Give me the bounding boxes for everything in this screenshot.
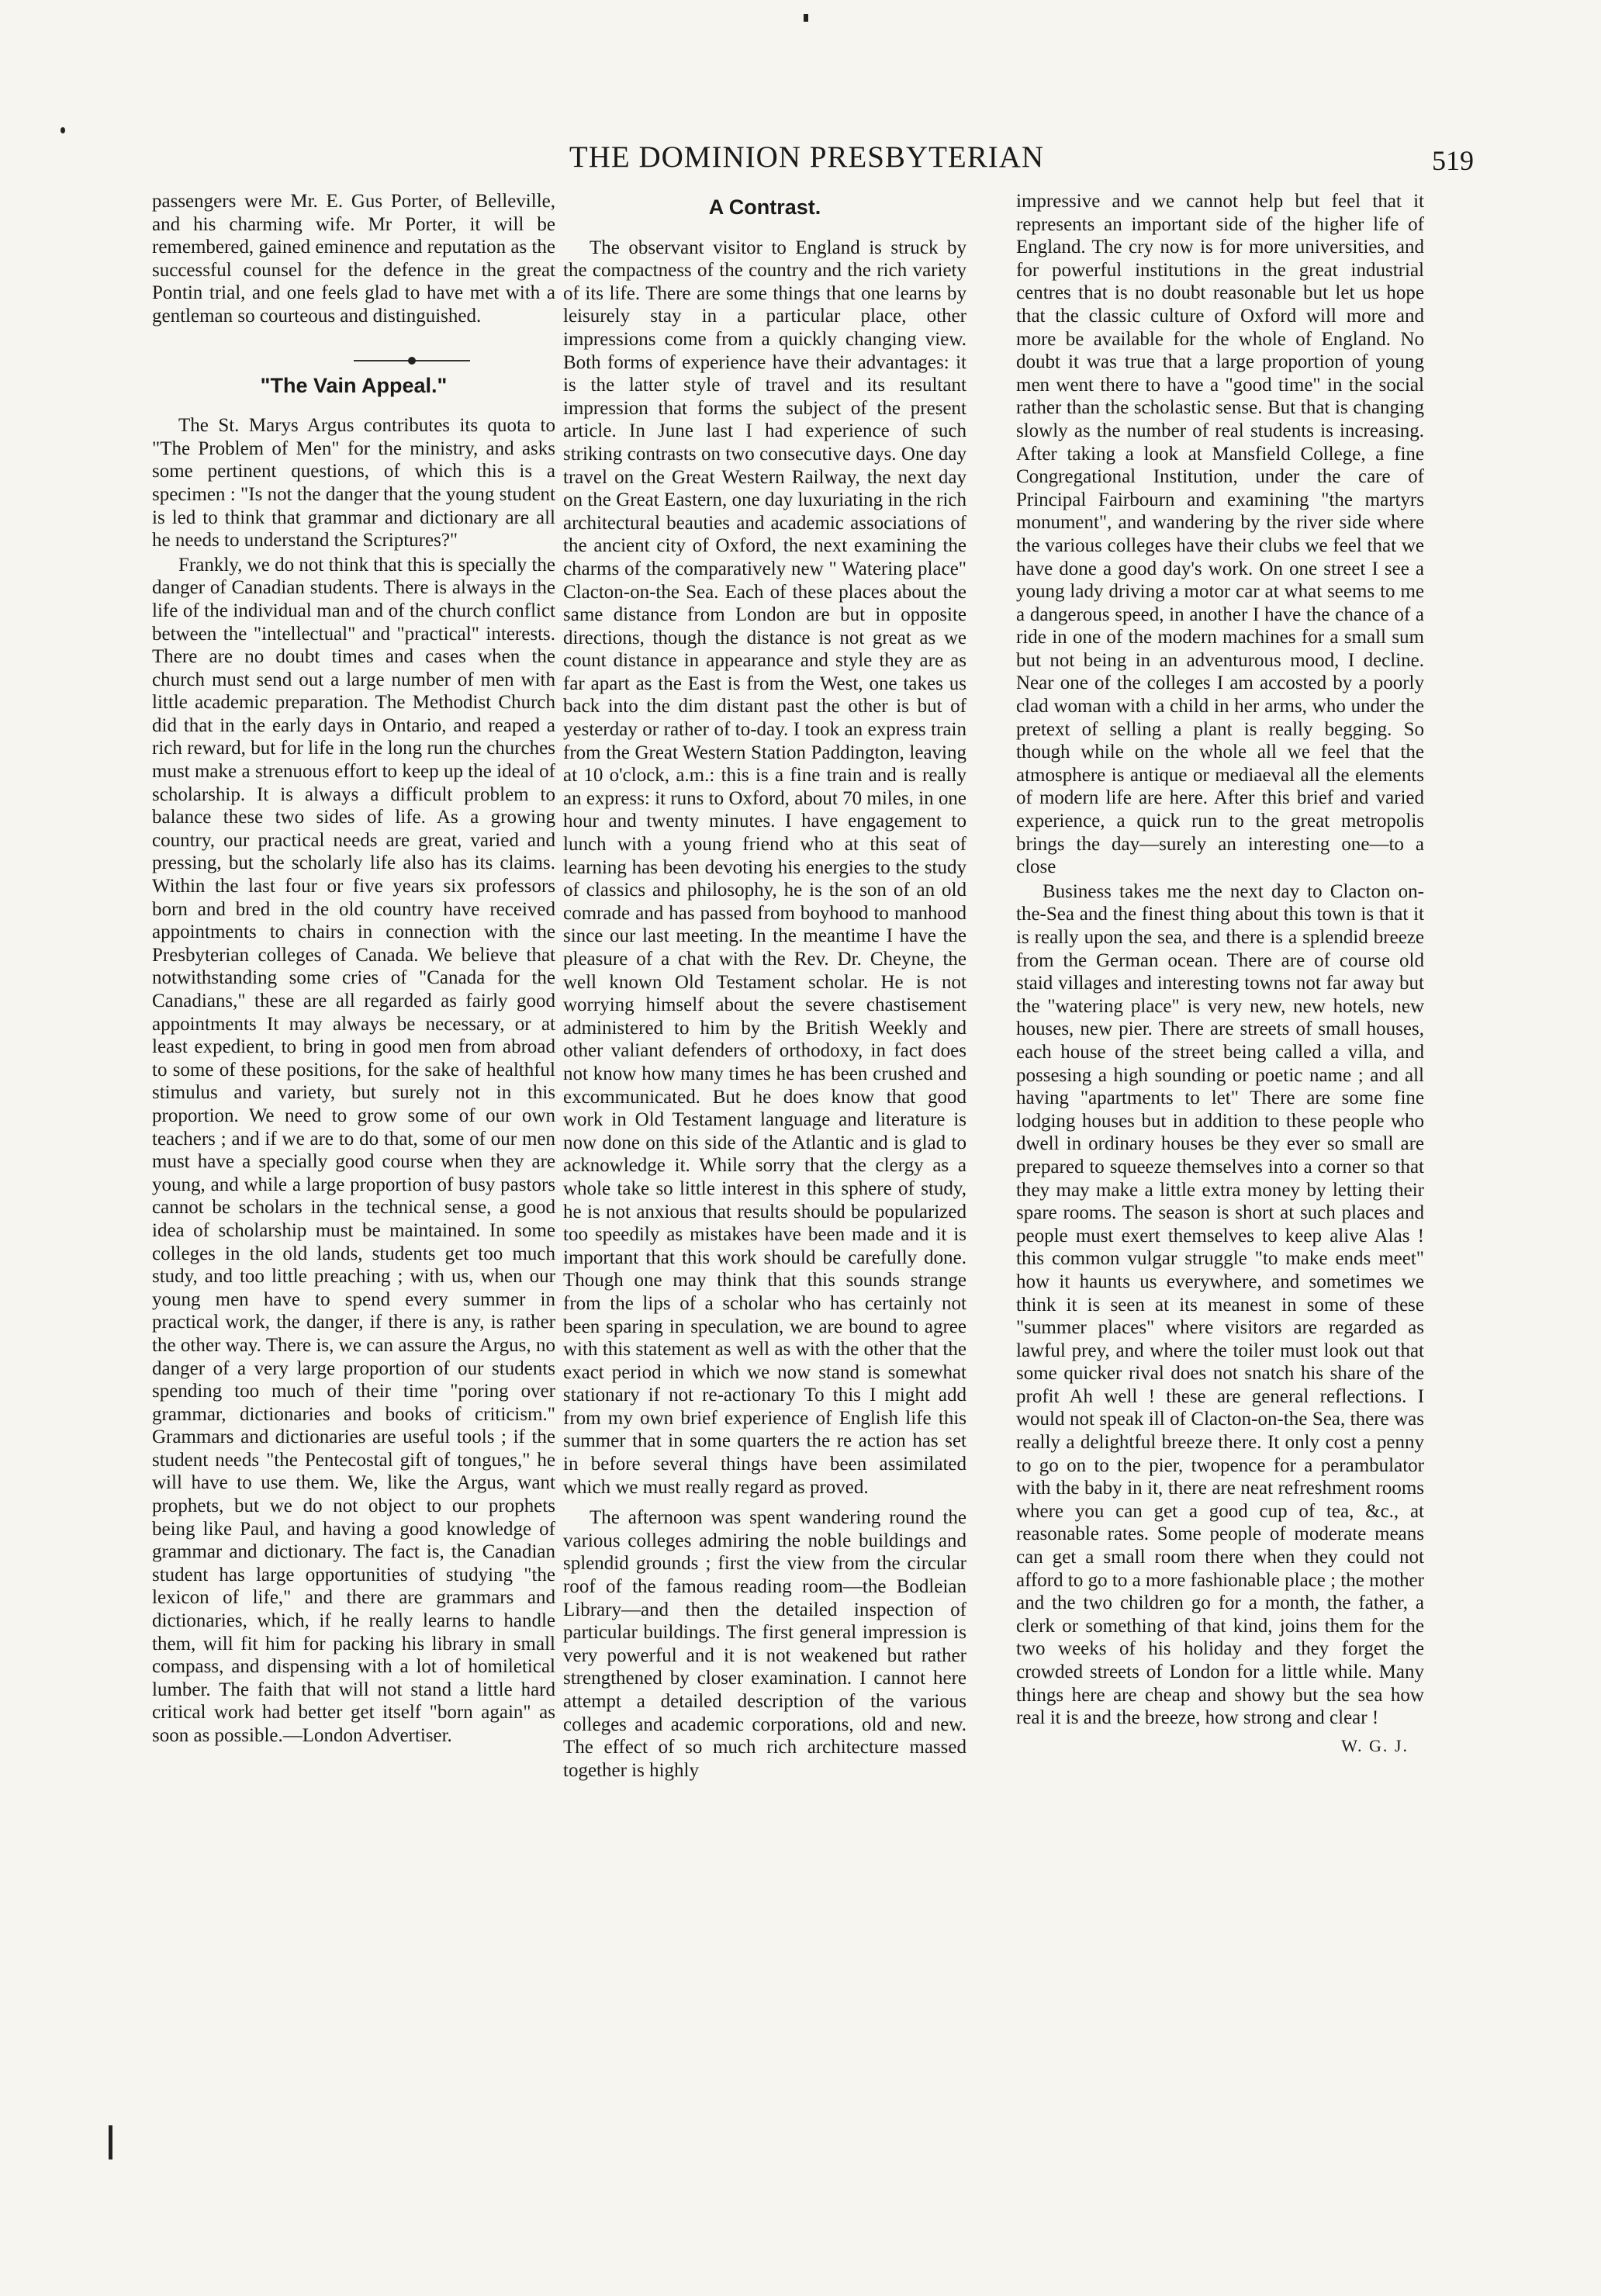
- article-paragraph: Frankly, we do not think that this is specially the danger of Canadian students. There is always in the life of the individual man and of the church conflict between the "intellectual" and "practical" interests. There are no doubt times and cases when the church must send out a large number of men with little academic preparation. The Methodist Church did that in the early days in Ontario, and reaped a rich reward, but for life in the long run the churches must make a strenuous effort to keep up the ideal of scholarship. It is always a difficult problem to balance these two sides of life. As a growing country, our practical needs are great, varied and pressing, but the scholarly life also has its claims. Within the last four or five years six professors born and bred in the old country have received appointments to chairs in connection with the Presbyterian colleges of Canada. We believe that notwithstanding some cries of "Canada for the Canadians," these are all regarded as fairly good appointments It may always be necessary, or at least expedient, to bring in good men from abroad to some of these positions, for the sake of healthful stimulus and variety, but surely not in this proportion. We need to grow some of our own teachers ; and if we are to do that, some of our men must have a specially good course when they are young, and while a large proportion of busy pastors cannot be scholars in the technical sense, a good idea of scholarship must be maintained. In some colleges in the old lands, students get too much study, and too little preaching ; with us, when our young men have to spend every summer in practical work, the danger, if there is any, is rather the other way. There is, we can assure the Argus, no danger of a very large proportion of our students spending too much of their time "poring over grammar, dictionaries and books of criticism." Grammars and dictionaries are useful tools ; if the student needs "the Pentecostal gift of tongues," he will have to use them. We, like the Argus, want prophets, but we do not object to our prophets being like Paul, and having a good knowledge of grammar and dictionary. The fact is, the Canadian student has large opportunities of studying "the lexicon of life," and there are grammars and dictionaries, which, if he really learns to handle them, will fit him for packing his library in small compass, and dispensing with a lot of homiletical lumber. The faith that will not stand a little hard critical work had better get itself "born again" as soon as possible.—London Advertiser.: [152, 554, 555, 1746]
- left-binding-mark: [109, 2125, 112, 2159]
- article-paragraph: The observant visitor to England is struck by the compactness of the country and the rich variety of its life. There are some things that one learns by leisurely stay in a particular place, other impressions come from a quickly changing view. Both forms of experience have their advantages: it is the latter style of travel and its resultant impression that forms the subject of the present article. In June last I had experience of such striking contrasts on two consecutive days. One day travel on the Great Western Railway, the next day on the Great Eastern, one day luxuriating in the rich architectural beauties and academic associations of the ancient city of Oxford, the next examining the charms of the comparatively new " Watering place" Clacton-on-the Sea. Each of these places about the same distance from London are but in opposite directions, though the distance is not great as we count distance in appearance and style they are as far apart as the East is from the West, one takes us back into the dim distant past the other is but of yesterday or rather of to-day. I took an express train from the Great Western Station Paddington, leaving at 10 o'clock, a.m.: this is a fine train and is really an express: it runs to Oxford, about 70 miles, in one hour and twenty minutes. I have engagement to lunch with a young friend who at this seat of learning has been devoting his energies to the study of classics and philosophy, he is the son of an old comrade and has passed from boyhood to manhood since our last meeting. In the meantime I have the pleasure of a chat with the Rev. Dr. Cheyne, the well known Old Testament scholar. He is not worrying himself about the severe chastisement administered to him by the British Weekly and other valiant defenders of orthodoxy, in fact does not know how many times he has been crushed and excommunicated. But he does know that good work in Old Testament language and literature is now done on this side of the Atlantic and is glad to acknowledge it. While sorry that the clergy as a whole take so little interest in this sphere of study, he is not anxious that results should be popularized too speedily as mistakes have been made and it is important that this work should be carefully done. Though one may think that this sounds strange from the lips of a scholar who has certainly not been sparing in speculation, we are bound to agree with this statement as well as with the other that the exact period in which we now stand is somewhat stationary if not re-actionary To this I might add from my own brief experience of English life this summer that in some quarters the re action has set in before several things have been assimilated which we must really regard as proved.: [563, 237, 966, 1498]
- section-divider: [152, 348, 555, 364]
- article-paragraph: Business takes me the next day to Clacton on-the-Sea and the finest thing about this town is that it is really upon the sea, and there is a splendid breeze from the German ocean. There are of course old staid villages and interesting towns not far away but the "watering place" is very new, new hotels, new houses, new pier. There are streets of small houses, each house of the street being called a villa, and possesing a high sounding or poetic name ; and all having "apartments to let" There are some fine lodging houses but in addition to these people who dwell in ordinary houses be they ever so small are prepared to squeeze themselves into a corner so that they may make a little extra money by letting their spare rooms. The season is short at such places and people must exert themselves to keep alive Alas ! this common vulgar struggle "to make ends meet" how it haunts us everywhere, and sometimes we think it is seen at its meanest in some of these "summer places" where visitors are regarded as lawful prey, and where the toiler must look out that some quicker rival does not snatch his share of the profit Ah well ! these are general reflections. I would not speak ill of Clacton-on-the Sea, there was really a delightful breeze there. It only cost a penny to go on to the pier, twopence for a perambulator with the baby in it, there are neat refreshment rooms where you can get a good cup of tea, &c., at reasonable rates. Some people of moderate means can get a small room there when they could not afford to go to a more fashionable place ; the mother and the two children go for a month, the father, a clerk or something of that kind, joins them for the two weeks of his holiday and they forget the crowded streets of London for a little while. Many things here are cheap and showy but the sea how real it is and the breeze, how strong and clear !: [1016, 880, 1424, 1729]
- article-paragraph: impressive and we cannot help but feel that it represents an important side of the higher life of England. The cry now is for more universities, and for powerful institutions in the great industrial centres that is no doubt reasonable but let us hope that the classic culture of Oxford will more and more be available for the whole of England. No doubt it was true that a large proportion of young men went there to have a "good time" in the social rather than the scholastic sense. But that is changing slowly as the number of real students is increasing. After taking a look at Mansfield College, a fine Congregational Institution, under the care of Principal Fairbourn and examining "the martyrs monument", and wandering by the river side where the various colleges have their clubs we feel that we have done a good day's work. On one street I see a young lady driving a motor car at what seems to me a dangerous speed, in another I have the chance of a ride in one of the modern machines for a small sum but not being in an adventurous mood, I decline. Near one of the colleges I am accosted by a poorly clad woman with a child in her arms, who under the pretext of selling a plant is really begging. So though while on the whole all we feel that the atmosphere is antique or mediaeval all the elements of modern life are here. After this brief and varied experience, a quick run to the great metropolis brings the day—surely an interesting one—to a close: [1016, 191, 1424, 878]
- column-3: [1016, 190, 1424, 1757]
- author-signature: W. G. J.: [1341, 1735, 1409, 1755]
- masthead-title: THE DOMINION PRESBYTERIAN: [569, 140, 1045, 174]
- article-title-a-contrast: A Contrast.: [708, 195, 821, 219]
- page-number: 519: [1432, 145, 1474, 176]
- article-title-vain-appeal: "The Vain Appeal.": [260, 373, 448, 397]
- column-2: [563, 190, 966, 1782]
- page-header: [140, 140, 1474, 186]
- left-speck: [61, 127, 65, 133]
- top-speck: [804, 14, 808, 22]
- article-paragraph: The St. Marys Argus contributes its quota to "The Problem of Men" for the ministry, and asks some pertinent questions, of which this is a specimen : "Is not the danger that the young student is led to think that grammar and dictionary are all he needs to understand the Scriptures?": [152, 415, 555, 552]
- article-paragraph: The afternoon was spent wandering round the various colleges admiring the noble buildings and splendid grounds ; first the view from the circular roof of the famous reading room—the Bodleian Library—and then the detailed inspection of particular buildings. The first general impression is very powerful and it is not weakened but rather strengthened by closer examination. I cannot here attempt a detailed description of the various colleges and academic corporations, old and new. The effect of so much rich architecture massed together is highly: [563, 1507, 966, 1781]
- continued-paragraph: passengers were Mr. E. Gus Porter, of Belleville, and his charming wife. Mr Porter, it will be remembered, gained eminence and reputation as the successful counsel for the defence in the great Pontin trial, and one feels glad to have met with a gentleman so courteous and distinguished.: [152, 191, 555, 327]
- column-1: [152, 190, 555, 1748]
